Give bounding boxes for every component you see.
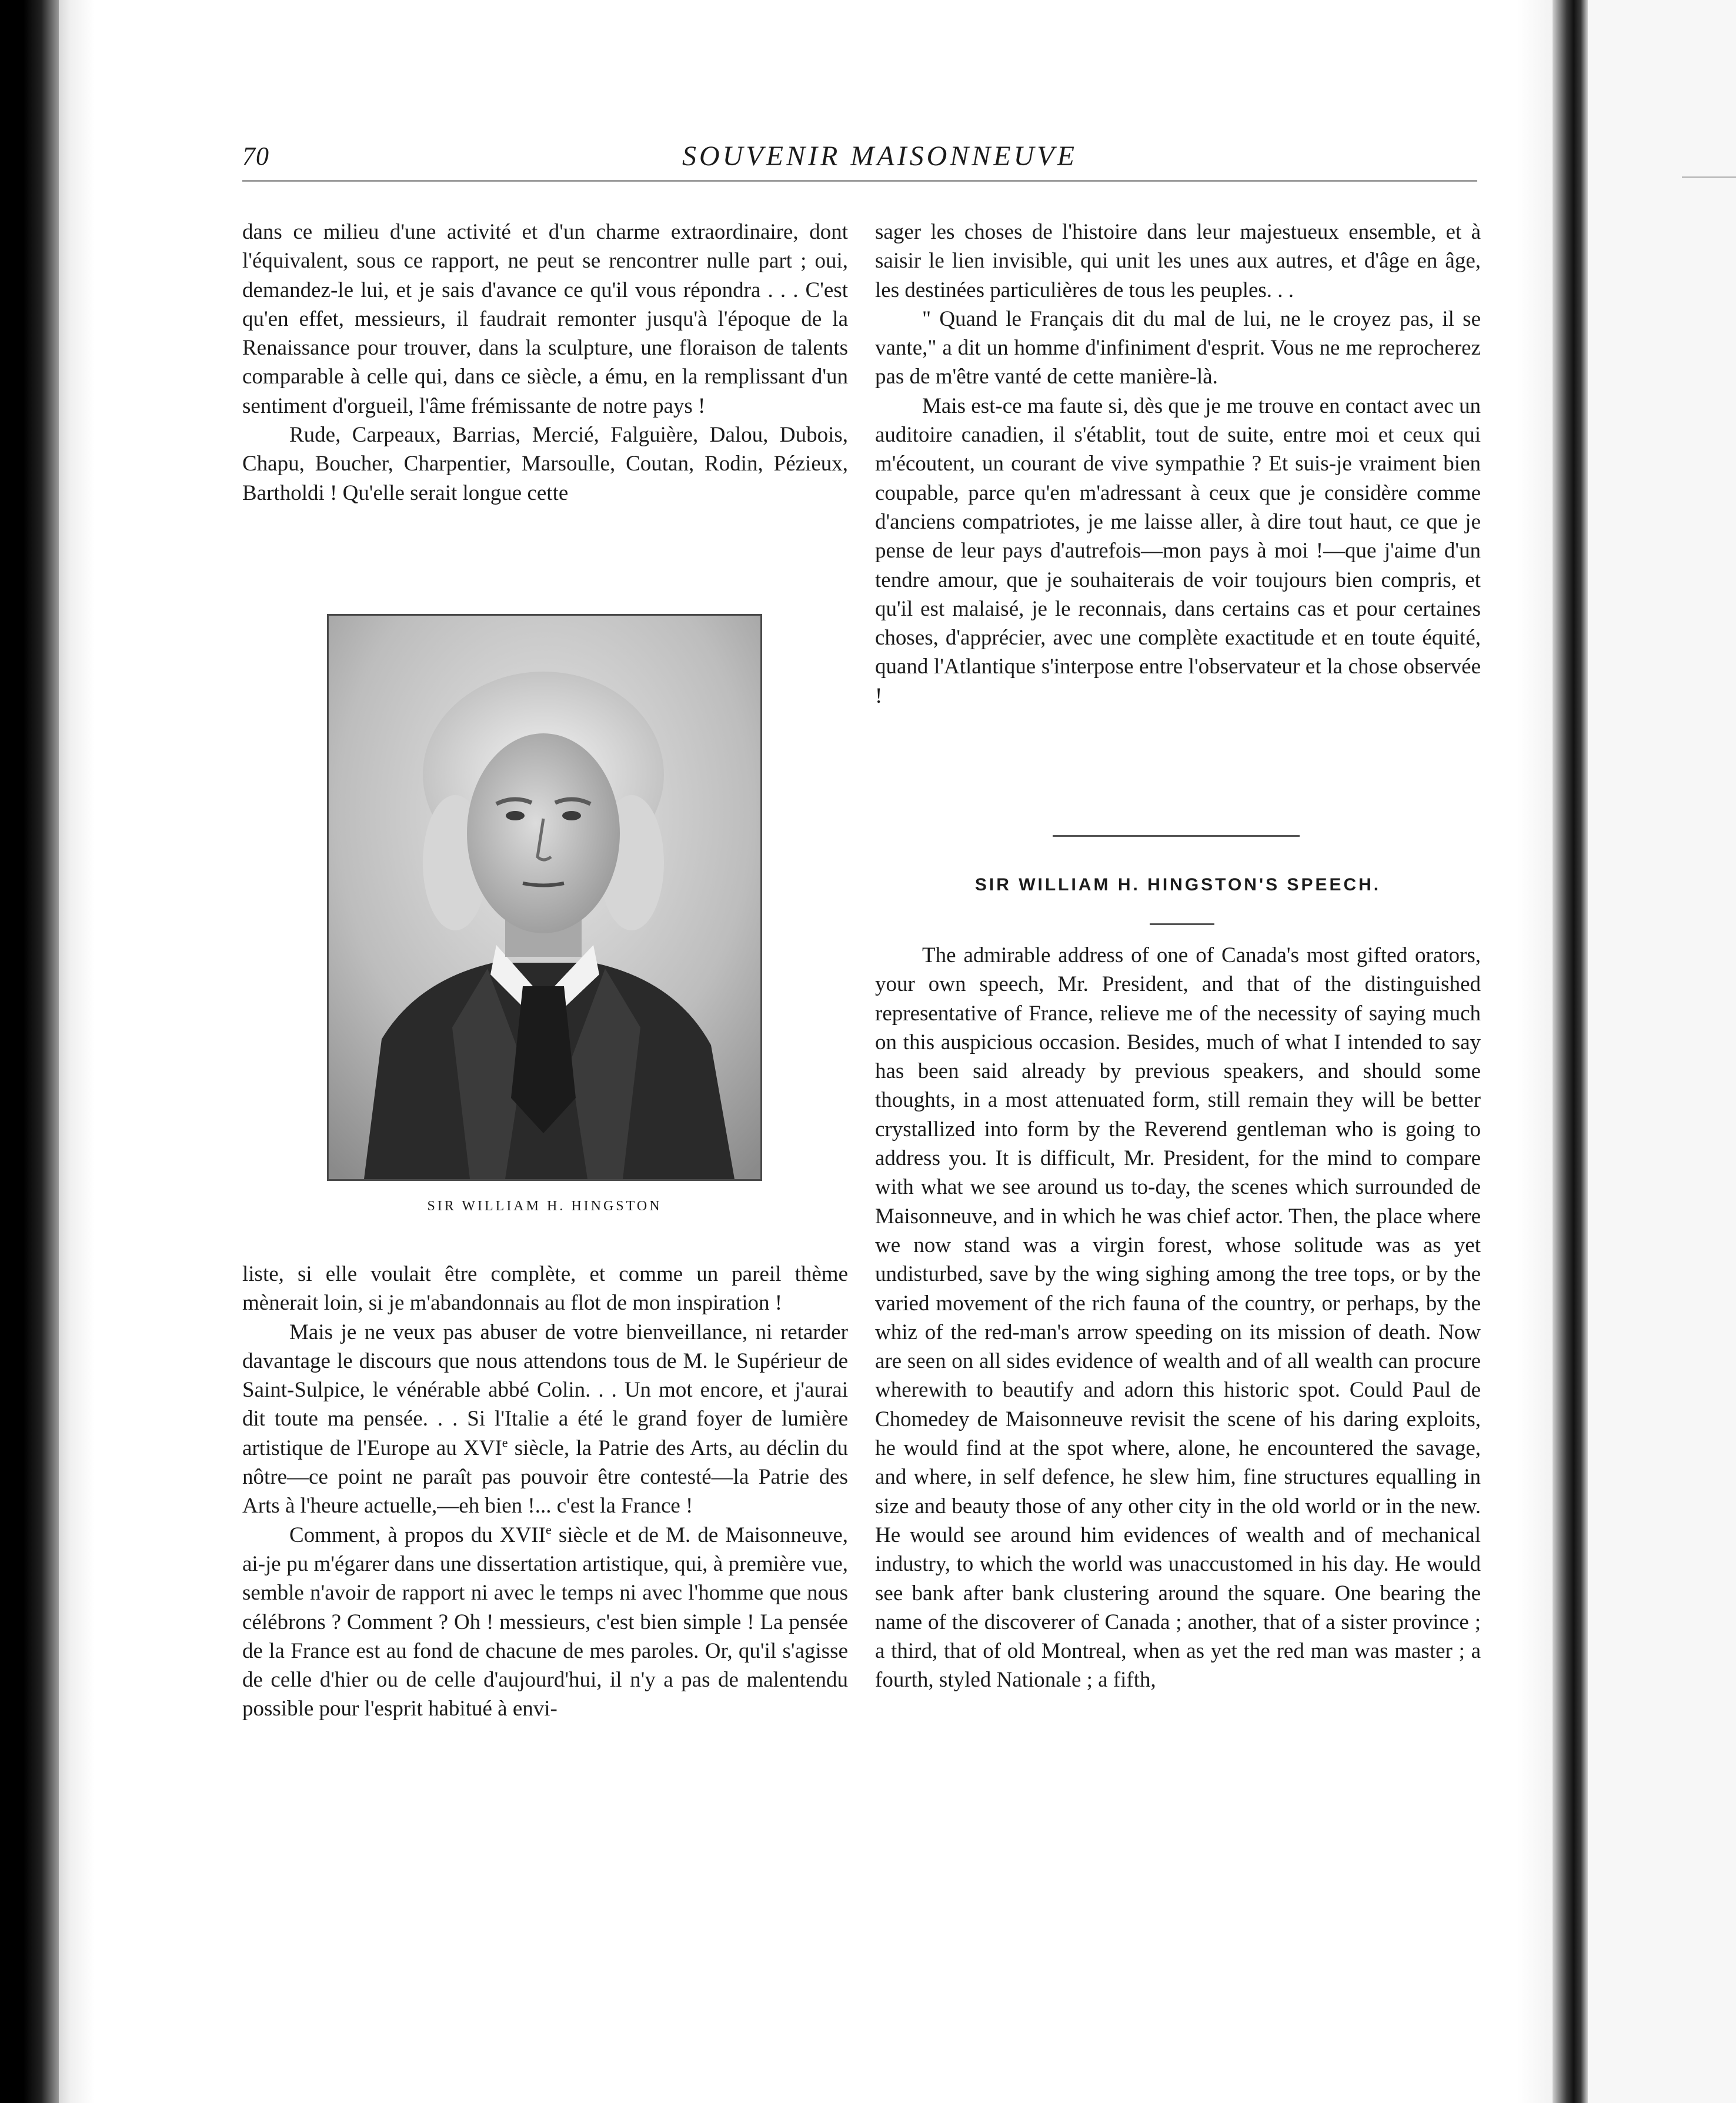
- superscript: e: [502, 1435, 508, 1450]
- text-run: Comment, à propos du XVII: [289, 1523, 546, 1547]
- right-column-top: [875, 218, 1481, 710]
- text-run: Mais je ne veux pas abuser de votre bienveillance, ni retarder davantage le discours que nous attendons tous de M. le Supérieur de Saint-Sulpice, le vénérable abbé Colin. . . Un mot encore, et j'aurai dit toute ma pensée. . . Si l'Italie a été le grand foyer de lumière artistique de l'Europe au XVI: [242, 1320, 848, 1460]
- left-column-top: [242, 218, 848, 508]
- speech-text: [875, 941, 1481, 1695]
- text-run: siècle et de M. de Maisonneuve, ai-je pu m'égarer dans une dissertation artistique, qui, à première vue, semble n'avoir de rapport ni avec le temps ni avec l'homme que nous célébrons ? Comment ? Oh ! messieurs, c'est bien simple ! La pensée de la France est au fond de chacune de mes paroles. Or, qu'il s'agisse de celle d'hier ou de celle d'aujourd'hui, il n'y a pas de malentendu possible pour l'esprit habitué à envi-: [242, 1523, 848, 1721]
- paragraph: [242, 1318, 848, 1521]
- paragraph: " Quand le Français dit du mal de lui, ne le croyez pas, il se vante," a dit un homme d'infiniment d'esprit. Vous ne me reprocherez pas de m'être vanté de cette manière-là.: [875, 306, 1481, 389]
- book-gutter: [1553, 0, 1588, 2103]
- portrait-caption: SIR WILLIAM H. HINGSTON: [427, 1199, 662, 1214]
- paragraph: The admirable address of one of Canada's most gifted orators, your own speech, Mr. President, and that of the distinguished representative of France, relieve me of the necessity of saying much on this auspicious occasion. Besides, much of what I intended to say has been said already by previous speakers, and should some thoughts, in a most attenuated form, still remain they will be better crystallized into form by the Reverend gentleman who is going to address you. It is difficult, Mr. President, for the mind to compare with what we see around us to-day, the scenes which surrounded de Maisonneuve, and in which he was chief actor. Then, the place where we now stand was a virgin forest, whose solitude was as yet undisturbed, save by the wing sighing among the tree tops, or by the varied movement of the rich fauna of the country, or perhaps, by the whiz of the red-man's arrow speeding on its mission of death. Now are seen on all sides evidence of wealth and of all wealth can procure wherewith to beautify and adorn this historic spot. Could Paul de Chomedey de Maisonneuve revisit the scene of his daring exploits, he would find at the spot where, alone, he encountered the savage, and where, in self defence, he slew him, fine structures equalling in size and beauty those of any other city in the old world or in the new. He would see around him evidences of wealth and of mechanical industry, to which the world was unaccustomed in his day. He would see bank after bank clustering around the square. One bearing the name of the discoverer of Canada ; another, that of a sister province ; a third, that of old Montreal, when as yet the red man was master ; a fourth, styled Nationale ; a fifth,: [875, 943, 1481, 1693]
- paragraph: dans ce milieu d'une activité et d'un charme extraordinaire, dont l'équivalent, sous ce rapport, ne peut se rencontrer nulle part ; oui, demandez-le lui, et je sais d'avance ce qu'il vous répondra . . . C'est qu'en effet, messieurs, il faudrait remonter jusqu'à l'époque de la Renaissance pour trouver, dans la sculpture, une floraison de talents comparable à celle qui, dans ce siècle, a ému, en la remplissant d'un sentiment d'orgueil, l'âme frémissante de notre pays !: [242, 220, 848, 418]
- facing-page-rule: [1682, 176, 1736, 178]
- running-head: SOUVENIR MAISONNEUVE: [682, 141, 1077, 172]
- heading-underline: [1150, 923, 1214, 925]
- header-rule: [242, 180, 1477, 182]
- portrait-image: [327, 614, 762, 1181]
- page-number: 70: [242, 142, 269, 171]
- paragraph: Mais est-ce ma faute si, dès que je me trouve en contact avec un auditoire canadien, il s'établit, tout de suite, entre moi et ceux qui m'écoutent, un courant de vive sympathie ? Et suis-je vraiment bien coupable, parce qu'en m'adressant à ceux que je considère comme d'anciens compatriotes, je me laisse aller, à dire tout haut, ce que je pense de leur pays d'autrefois—mon pays à moi !—que j'aime d'un tendre amour, que je souhaiterais de voir toujours bien compris, et qu'il est malaisé, je le reconnais, dans certains cas et pour certaines choses, d'apprécier, avec une complète exactitude et en toute équité, quand l'Atlantique s'interpose entre l'observateur et la chose observée !: [875, 393, 1481, 708]
- section-divider: [1053, 835, 1300, 837]
- paragraph: [242, 1521, 848, 1724]
- section-heading: SIR WILLIAM H. HINGSTON'S SPEECH.: [974, 875, 1381, 894]
- text-run: siècle, la Patrie des Arts, au déclin du nôtre—ce point ne paraît pas pouvoir être contesté—la Patrie des Arts à l'heure actuelle,—eh bien !... c'est la France !: [242, 1436, 848, 1518]
- paragraph: Rude, Carpeaux, Barrias, Mercié, Falguière, Dalou, Dubois, Chapu, Boucher, Charpentier, Marsoulle, Coutan, Rodin, Pézieux, Bartholdi ! Qu'elle serait longue cette: [242, 423, 848, 505]
- paragraph: liste, si elle voulait être complète, et comme un pareil thème mènerait loin, si je m'abandonnais au flot de mon inspiration !: [242, 1262, 848, 1316]
- left-column-bottom: [242, 1260, 848, 1724]
- paragraph: sager les choses de l'histoire dans leur majestueux ensemble, et à saisir le lien invisible, qui unit les unes aux autres, et d'âge en âge, les destinées particulières de tous les peuples. . .: [875, 220, 1481, 302]
- superscript: e: [545, 1522, 552, 1537]
- facing-page-edge: [1588, 0, 1736, 2103]
- scan-left-edge: [0, 0, 59, 2103]
- portrait-photo: [329, 616, 760, 1179]
